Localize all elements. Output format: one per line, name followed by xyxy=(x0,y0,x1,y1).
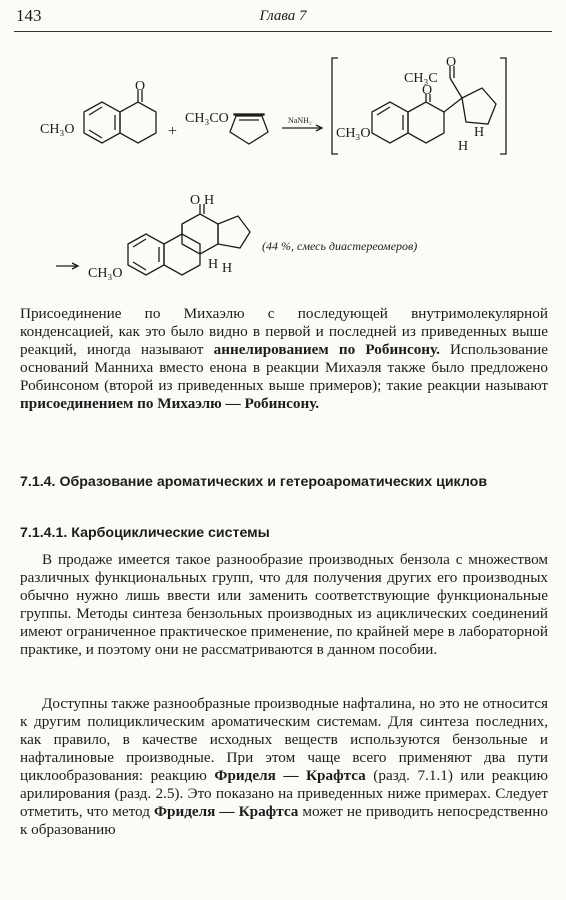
scheme-intermediate-methoxy: CH₃O xyxy=(336,126,371,141)
scheme-reagent-acyl: CH₃CO xyxy=(185,111,229,126)
scheme-product-h2: H xyxy=(222,261,233,276)
scheme-product-ketone-o: O xyxy=(190,193,201,208)
p3-text-c: может не приводить непосредственно к образованию xyxy=(20,803,548,838)
scheme-intermediate-ketone-o: O xyxy=(422,83,433,98)
section-heading: 7.1.4. Образование ароматических и гетероароматических циклов xyxy=(20,474,488,490)
scheme-product-h1: H xyxy=(208,257,219,272)
paragraph-naphthalene xyxy=(20,695,548,839)
scheme-intermediate-h2: H xyxy=(458,139,469,154)
p3-term-friedel-crafts-1: Фриделя — Крафтса xyxy=(214,767,366,784)
scheme-tetralone-o: O xyxy=(135,79,146,94)
running-head: Глава 7 xyxy=(259,8,307,24)
scheme-plus: + xyxy=(168,123,178,140)
header-rule xyxy=(14,31,552,32)
scheme-intermediate-h1: H xyxy=(474,125,485,140)
page-header xyxy=(16,6,550,28)
p1-text-b: Использование оснований Манниха вместо енона в реакции Михаэля также было предложено Робинсоном (второй из приведенных выше примеров); такие реакции называют xyxy=(20,341,548,394)
scheme-intermediate-oxo-o: O xyxy=(446,55,457,70)
p3-text-a: Доступны также разнообразные производные нафталина, но это не относится к другим полициклическим ароматическим системам. Для синтеза последних, как правило, в качестве исходных веществ используются бензольные и нафталиновые производные. При этом чаще всего применяют два пути циклообразования: реакцию xyxy=(20,695,548,784)
subsection-heading: 7.1.4.1. Карбоциклические системы xyxy=(20,525,270,541)
p1-term-annelation: аннелированием по Робинсону. xyxy=(213,341,440,358)
p1-term-michael-robinson: присоединением по Михаэлю — Робинсону. xyxy=(20,395,320,412)
scheme-left-substituent: CH₃O xyxy=(40,122,75,137)
scheme-yield-note: (44 %, смесь диастереомеров) xyxy=(262,239,418,253)
scheme-product-methoxy: CH₃O xyxy=(88,266,123,281)
p1-text-a: Присоединение по Михаэлю с последующей внутримолекулярной конденсацией, как это было видно в первой и последней из приведенных выше реакций, иногда называют xyxy=(20,305,548,358)
paragraph-robinson xyxy=(20,305,548,413)
page-number: 143 xyxy=(16,6,42,25)
scheme-product-h-label: H xyxy=(204,193,215,208)
scheme-intermediate-acetyl: CH₃C xyxy=(404,71,438,86)
reaction-scheme xyxy=(0,34,566,294)
paragraph-benzene xyxy=(20,551,548,659)
p2-text: В продаже имеется такое разнообразие производных бензола с множеством различных функциональных групп, что для получения других его производных обычно нужно лишь ввести или заменить соответствующие функциональные группы. Методы синтеза бензольных производных из ациклических соединений имеют ограниченное практическое применение, по крайней мере в лабораторной практике, и поэтому они не рассматриваются в данном пособии. xyxy=(20,551,548,658)
p3-text-b: (разд. 7.1.1) или реакцию арилирования (разд. 2.5). Это показано на приведенных ниже примерах. Следует отметить, что метод xyxy=(20,767,548,820)
scheme-arrow-reagent: NaNH₂ xyxy=(288,116,312,125)
p3-term-friedel-crafts-2: Фриделя — Крафтса xyxy=(153,803,299,820)
